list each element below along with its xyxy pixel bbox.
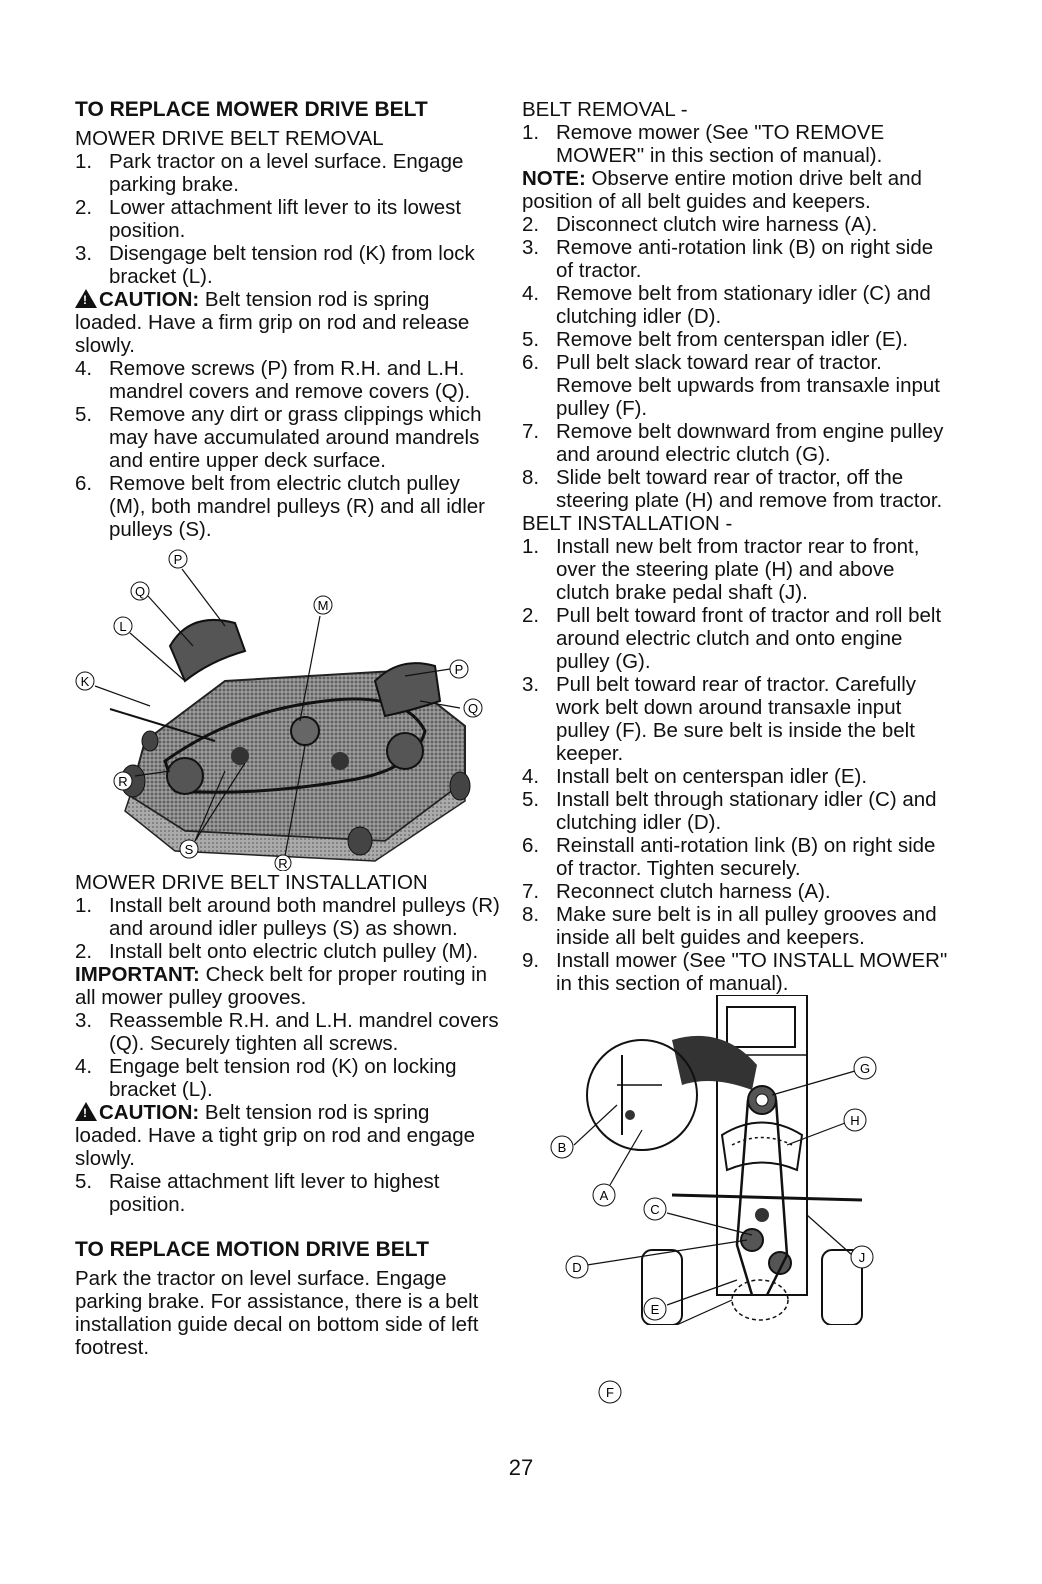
left-column [75,98,500,1359]
list-item: 3. Pull belt toward rear of tractor. Carefully work belt down around transaxle input pulley (F). Be sure belt is inside the belt keeper. [522,673,917,765]
list-item: 4. Engage belt tension rod (K) on locking bracket (L). [75,1055,457,1101]
list-item: 5. Install belt through stationary idler (C) and clutching idler (D). [522,788,937,834]
callout-p: P [173,552,183,567]
list-item: 7. Remove belt downward from engine pulley and around electric clutch (G). [522,420,944,466]
callout-p-2: P [454,662,464,677]
warning-triangle-icon [75,1102,97,1121]
list-item: 2. Pull belt toward front of tractor and roll belt around electric clutch and onto engine pulley (G). [522,604,942,673]
mower-install-steps-continued [75,1009,500,1101]
callout-j: J [858,1250,866,1265]
callout-k: K [80,674,90,689]
belt-removal-title: BELT REMOVAL - [522,98,688,121]
belt-removal-step-1 [522,121,950,167]
callout-s: S [184,842,194,857]
mower-belt-removal-title: MOWER DRIVE BELT REMOVAL [75,127,384,150]
page-number: 27 [508,1455,534,1480]
list-item: 3. Disengage belt tension rod (K) from lock bracket (L). [75,242,475,288]
motion-belt-intro: Park the tractor on level surface. Engage parking brake. For assistance, there is a belt installation guide decal on bottom side of left footrest. [75,1267,479,1359]
list-item: 3. Reassemble R.H. and L.H. mandrel covers (Q). Securely tighten all screws. [75,1009,499,1055]
list-item: 1. Install belt around both mandrel pulleys (R) and around idler pulleys (S) as shown. [75,894,500,940]
list-item: 5. Raise attachment lift lever to highest position. [75,1170,440,1216]
important-note: IMPORTANT: Check belt for proper routing in all mower pulley grooves. [75,963,488,1009]
caution-note-2: !CAUTION: Belt tension rod is spring loaded. Have a tight grip on rod and engage slowly. [75,1101,500,1170]
list-item: 4. Remove belt from stationary idler (C) and clutching idler (D). [522,282,931,328]
list-item: 6. Reinstall anti-rotation link (B) on right side of tractor. Tighten securely. [522,834,936,880]
belt-installation-steps [522,535,950,995]
list-item: 4. Install belt on centerspan idler (E). [522,765,868,788]
callout-b: B [557,1140,567,1155]
callout-d: D [572,1260,582,1275]
right-column [522,98,950,1325]
list-item: 6. Remove belt from electric clutch pulley (M), both mandrel pulleys (R) and all idler pulleys (S). [75,472,485,541]
list-item: 8. Slide belt toward rear of tractor, off the steering plate (H) and remove from tractor. [522,466,943,512]
list-item: 1. Remove mower (See "TO REMOVE MOWER" in this section of manual). [522,121,885,167]
callout-e: E [650,1302,660,1317]
mower-install-steps [75,894,500,963]
list-item: 1. Install new belt from tractor rear to front, over the steering plate (H) and above clutch brake pedal shaft (J). [522,535,920,604]
mower-deck-diagram [75,541,500,871]
belt-installation-title: BELT INSTALLATION - [522,512,733,535]
list-item: 2. Install belt onto electric clutch pulley (M). [75,940,479,963]
mower-belt-install-title: MOWER DRIVE BELT INSTALLATION [75,871,428,894]
list-item: 5. Remove any dirt or grass clippings which may have accumulated around mandrels and entire upper deck surface. [75,403,482,472]
list-item: 2. Disconnect clutch wire harness (A). [522,213,878,236]
caution-note-1: !CAUTION: Belt tension rod is spring loaded. Have a firm grip on rod and release slowly. [75,288,500,357]
callout-f: F [606,1385,614,1400]
callout-f-wrapper [590,1372,630,1412]
list-item: 7. Reconnect clutch harness (A). [522,880,831,903]
callout-h: H [850,1113,860,1128]
list-item: 8. Make sure belt is in all pulley grooves and inside all belt guides and keepers. [522,903,937,949]
callout-l: L [119,619,127,634]
mower-removal-steps-continued [75,357,500,541]
list-item: 6. Pull belt slack toward rear of tractor. Remove belt upwards from transaxle input pulley (F). [522,351,940,420]
callout-r-2: R [278,856,288,871]
motion-belt-diagram [522,995,950,1325]
list-item: 3. Remove anti-rotation link (B) on right side of tractor. [522,236,934,282]
belt-removal-steps [522,213,950,512]
callout-a: A [599,1188,609,1203]
motion-belt-heading: TO REPLACE MOTION DRIVE BELT [75,1238,429,1261]
list-item: 1. Park tractor on a level surface. Engage parking brake. [75,150,464,196]
mower-install-steps-final [75,1170,500,1216]
mower-belt-heading: TO REPLACE MOWER DRIVE BELT [75,98,428,121]
callout-g: G [859,1061,871,1076]
warning-triangle-icon [75,289,97,308]
callout-c: C [650,1202,660,1217]
callout-m: M [317,598,329,613]
callout-q-2: Q [467,701,479,716]
list-item: 2. Lower attachment lift lever to its lowest position. [75,196,462,242]
list-item: 9. Install mower (See "TO INSTALL MOWER" in this section of manual). [522,949,948,995]
list-item: 4. Remove screws (P) from R.H. and L.H. mandrel covers and remove covers (Q). [75,357,471,403]
callout-q: Q [134,584,146,599]
mower-removal-steps [75,150,500,288]
note-text: NOTE: Observe entire motion drive belt and position of all belt guides and keepers. [522,167,922,213]
callout-r: R [118,774,128,789]
list-item: 5. Remove belt from centerspan idler (E). [522,328,909,351]
